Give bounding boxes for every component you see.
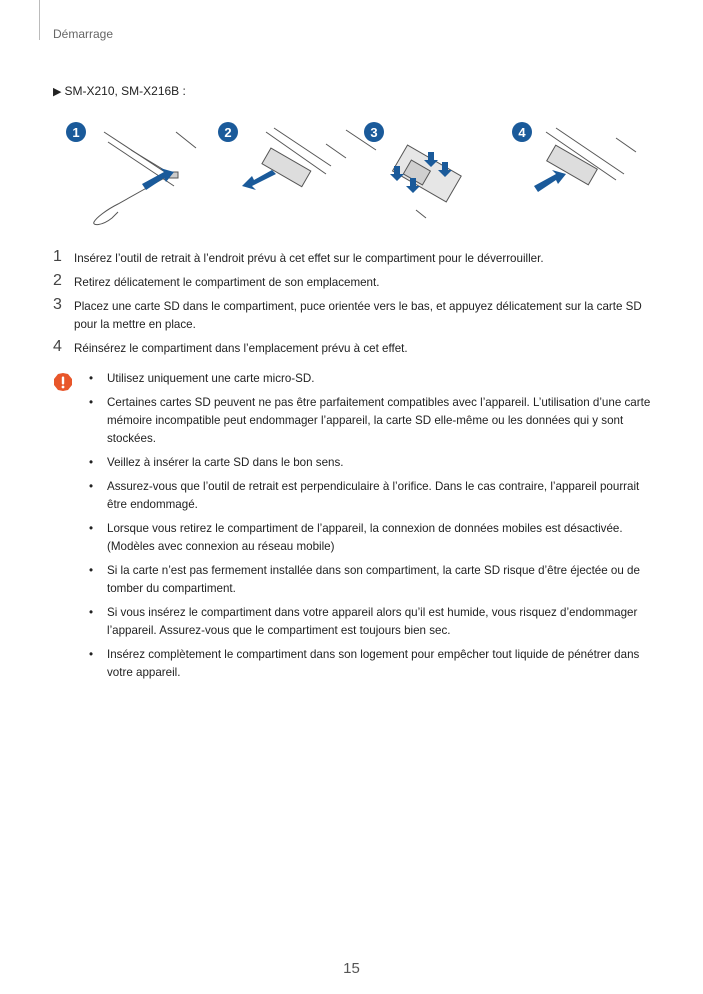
step-badge-1 bbox=[66, 122, 86, 142]
caution-notes bbox=[53, 370, 653, 688]
model-heading bbox=[53, 84, 186, 98]
caution-item: • Si la carte n’est pas fermement installée dans son compartiment, la carte SD risque d’être éjectée ou de tomber du compartiment. bbox=[87, 562, 653, 598]
sim-tray-illustration bbox=[56, 118, 646, 230]
step-text: Retirez délicatement le compartiment de son emplacement. bbox=[74, 276, 380, 289]
arrow-reinsert-icon bbox=[534, 170, 566, 192]
step-text: Insérez l’outil de retrait à l’endroit prévu à cet effet sur le compartiment pour le déverrouiller. bbox=[74, 252, 544, 265]
step-badge-3 bbox=[364, 122, 384, 142]
caution-item: • Certaines cartes SD peuvent ne pas être parfaitement compatibles avec l’appareil. L’utilisation d’une carte mémoire incompatible peut endommager l’appareil, la carte SD elle-même ou les données qui y sont stockées. bbox=[87, 394, 653, 448]
svg-text:4: 4 bbox=[518, 125, 526, 140]
arrow-pull-icon bbox=[242, 170, 276, 190]
step-item bbox=[53, 274, 653, 292]
step-item bbox=[53, 298, 653, 334]
step-number: 4 bbox=[53, 338, 62, 355]
instruction-steps bbox=[53, 250, 653, 364]
caution-item: • Utilisez uniquement une carte micro-SD. bbox=[87, 370, 653, 388]
step-text: Réinsérez le compartiment dans l’emplacement prévu à cet effet. bbox=[74, 342, 408, 355]
step-item bbox=[53, 250, 653, 268]
step-badge-2 bbox=[218, 122, 238, 142]
caution-item: • Assurez-vous que l’outil de retrait est perpendiculaire à l’orifice. Dans le cas contraire, l’appareil pourrait être endommagé. bbox=[87, 478, 653, 514]
step-number: 3 bbox=[53, 296, 62, 313]
model-label: SM-X210, SM-X216B : bbox=[64, 84, 186, 98]
caution-icon bbox=[53, 372, 73, 392]
step-badge-4 bbox=[512, 122, 532, 142]
header-divider bbox=[39, 0, 40, 40]
step-number: 1 bbox=[53, 248, 62, 265]
step-number: 2 bbox=[53, 272, 62, 289]
caution-list bbox=[53, 370, 653, 682]
caution-item: • Veillez à insérer la carte SD dans le bon sens. bbox=[87, 454, 653, 472]
svg-text:3: 3 bbox=[370, 125, 378, 140]
page-number: 15 bbox=[343, 960, 360, 977]
caution-item: • Insérez complètement le compartiment dans son logement pour empêcher tout liquide de pénétrer dans votre appareil. bbox=[87, 646, 653, 682]
svg-text:2: 2 bbox=[224, 125, 232, 140]
svg-text:1: 1 bbox=[72, 125, 80, 140]
caution-item: • Si vous insérez le compartiment dans votre appareil alors qu’il est humide, vous risquez d’endommager l’appareil. Assurez-vous que le compartiment est toujours bien sec. bbox=[87, 604, 653, 640]
play-triangle-icon: ▶ bbox=[53, 86, 62, 98]
step-item bbox=[53, 340, 653, 358]
arrow-insert-icon bbox=[142, 168, 174, 190]
panel-eject-tool bbox=[94, 132, 196, 225]
panel-remove-tray bbox=[262, 128, 346, 187]
caution-item: • Lorsque vous retirez le compartiment de l’appareil, la connexion de données mobiles est désactivée. (Modèles avec connexion au réseau mobile) bbox=[87, 520, 653, 556]
section-title: Démarrage bbox=[53, 27, 114, 41]
step-text: Placez une carte SD dans le compartiment, puce orientée vers le bas, et appuyez délicatement sur la carte SD pour la mettre en place. bbox=[74, 300, 642, 331]
